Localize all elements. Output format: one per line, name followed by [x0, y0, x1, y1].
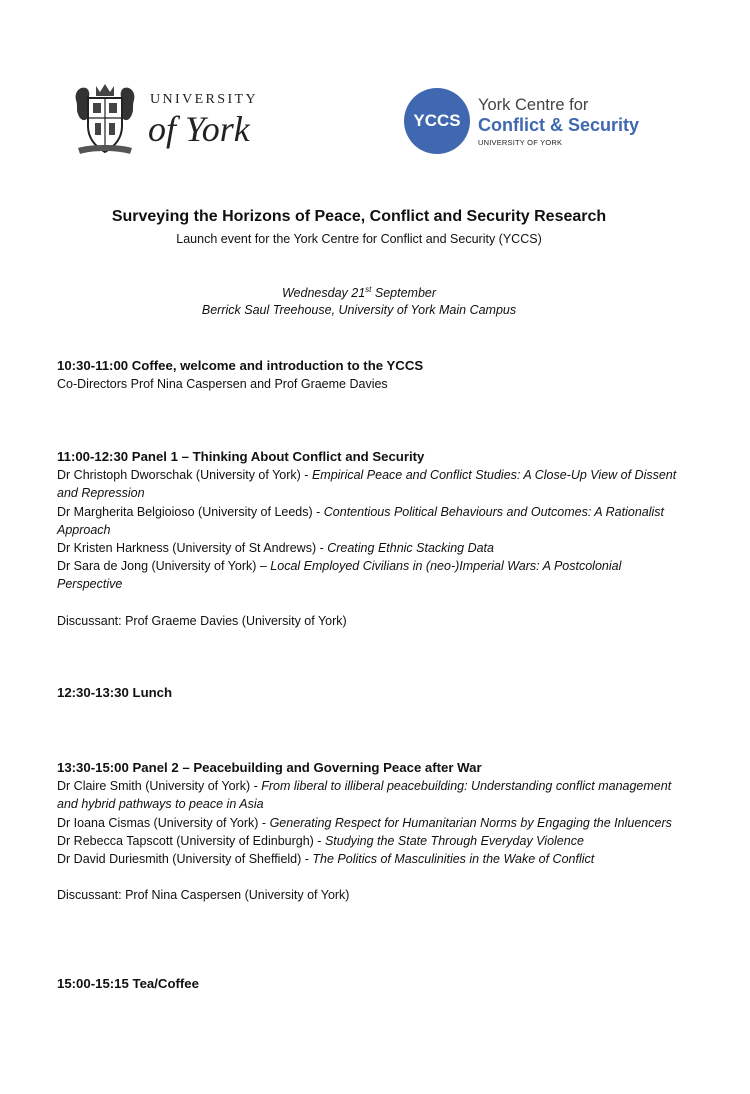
talk-speaker: Dr Rebecca Tapscott (University of Edinburgh) -: [57, 833, 325, 848]
session-text: Co-Directors Prof Nina Caspersen and Prof Graeme Davies: [57, 377, 388, 392]
yccs-logo-line1: York Centre for: [478, 96, 589, 114]
session-panel-2: [57, 759, 687, 904]
talk-speaker: Dr Christoph Dworschak (University of York) -: [57, 468, 312, 483]
page-subtitle: Launch event for the York Centre for Conflict and Security (YCCS): [176, 232, 542, 246]
yccs-badge: YCCS: [404, 88, 470, 154]
talk-item: [57, 777, 687, 813]
session-heading: 10:30-11:00 Coffee, welcome and introduction to the YCCS: [57, 358, 424, 373]
session-heading: 15:00-15:15 Tea/Coffee: [57, 976, 199, 991]
session-coffee-welcome: [57, 357, 687, 393]
university-of-york-logo: [72, 80, 262, 158]
yccs-logo: [404, 88, 654, 154]
event-venue: Berrick Saul Treehouse, University of York Main Campus: [201, 303, 517, 317]
talk-title: Empirical Peace and Conflict Studies: A Close-Up View of Dissent and Repression: [57, 468, 677, 501]
talk-speaker: Dr Claire Smith (University of York) -: [57, 779, 262, 794]
talk-item: [57, 503, 687, 539]
session-lunch: [57, 684, 687, 702]
talk-item: [57, 814, 687, 832]
talk-title: From liberal to illiberal peacebuilding: Understanding conflict management and hybrid pathways to peace in Asia: [57, 779, 672, 812]
talk-title: Contentious Political Behaviours and Outcomes: A Rationalist Approach: [57, 504, 665, 537]
session-discussant: Discussant: Prof Nina Caspersen (University of York): [57, 888, 350, 903]
talk-title: Creating Ethnic Stacking Data: [327, 541, 494, 556]
event-date: [0, 285, 718, 300]
talk-item: [57, 850, 687, 868]
yccs-logo-line2: Conflict & Security: [478, 115, 640, 135]
page-title: Surveying the Horizons of Peace, Conflict and Security Research: [111, 208, 607, 225]
session-heading: 12:30-13:30 Lunch: [57, 685, 173, 700]
session-heading: 13:30-15:00 Panel 2 – Peacebuilding and Governing Peace after War: [57, 760, 482, 775]
session-discussant: Discussant: Prof Graeme Davies (University of York): [57, 613, 347, 628]
event-date-ordinal: st: [365, 285, 372, 294]
talk-speaker: Dr Ioana Cismas (University of York) -: [57, 815, 270, 830]
talk-speaker: Dr Kristen Harkness (University of St Andrews) -: [57, 541, 328, 556]
talk-item: [57, 466, 687, 502]
session-heading: 11:00-12:30 Panel 1 – Thinking About Conflict and Security: [57, 449, 425, 464]
session-tea-coffee: [57, 975, 687, 993]
talk-title: Studying the State Through Everyday Violence: [324, 833, 584, 848]
event-date-prefix: Wednesday 21: [281, 286, 366, 301]
talk-speaker: Dr Sara de Jong (University of York) –: [57, 559, 271, 574]
talk-speaker: Dr Margherita Belgioioso (University of Leeds) -: [57, 504, 324, 519]
talk-title: Local Employed Civilians in (neo-)Imperial Wars: A Postcolonial Perspective: [57, 559, 622, 592]
talk-item: [57, 557, 687, 593]
yccs-logo-line3: UNIVERSITY OF YORK: [478, 138, 563, 147]
talk-title: The Politics of Masculinities in the Wake of Conflict: [312, 852, 595, 867]
event-date-suffix: September: [371, 286, 437, 301]
talk-item: [57, 832, 687, 850]
talk-speaker: Dr David Duriesmith (University of Sheffield) -: [57, 852, 313, 867]
york-crest-icon: [72, 82, 138, 156]
session-panel-1: [57, 448, 687, 630]
york-logo-of-york-text: of York: [148, 109, 250, 149]
talk-title: Generating Respect for Humanitarian Norms by Engaging the Inluencers: [269, 815, 672, 830]
york-logo-university-text: UNIVERSITY: [150, 92, 258, 107]
talk-item: [57, 539, 687, 557]
